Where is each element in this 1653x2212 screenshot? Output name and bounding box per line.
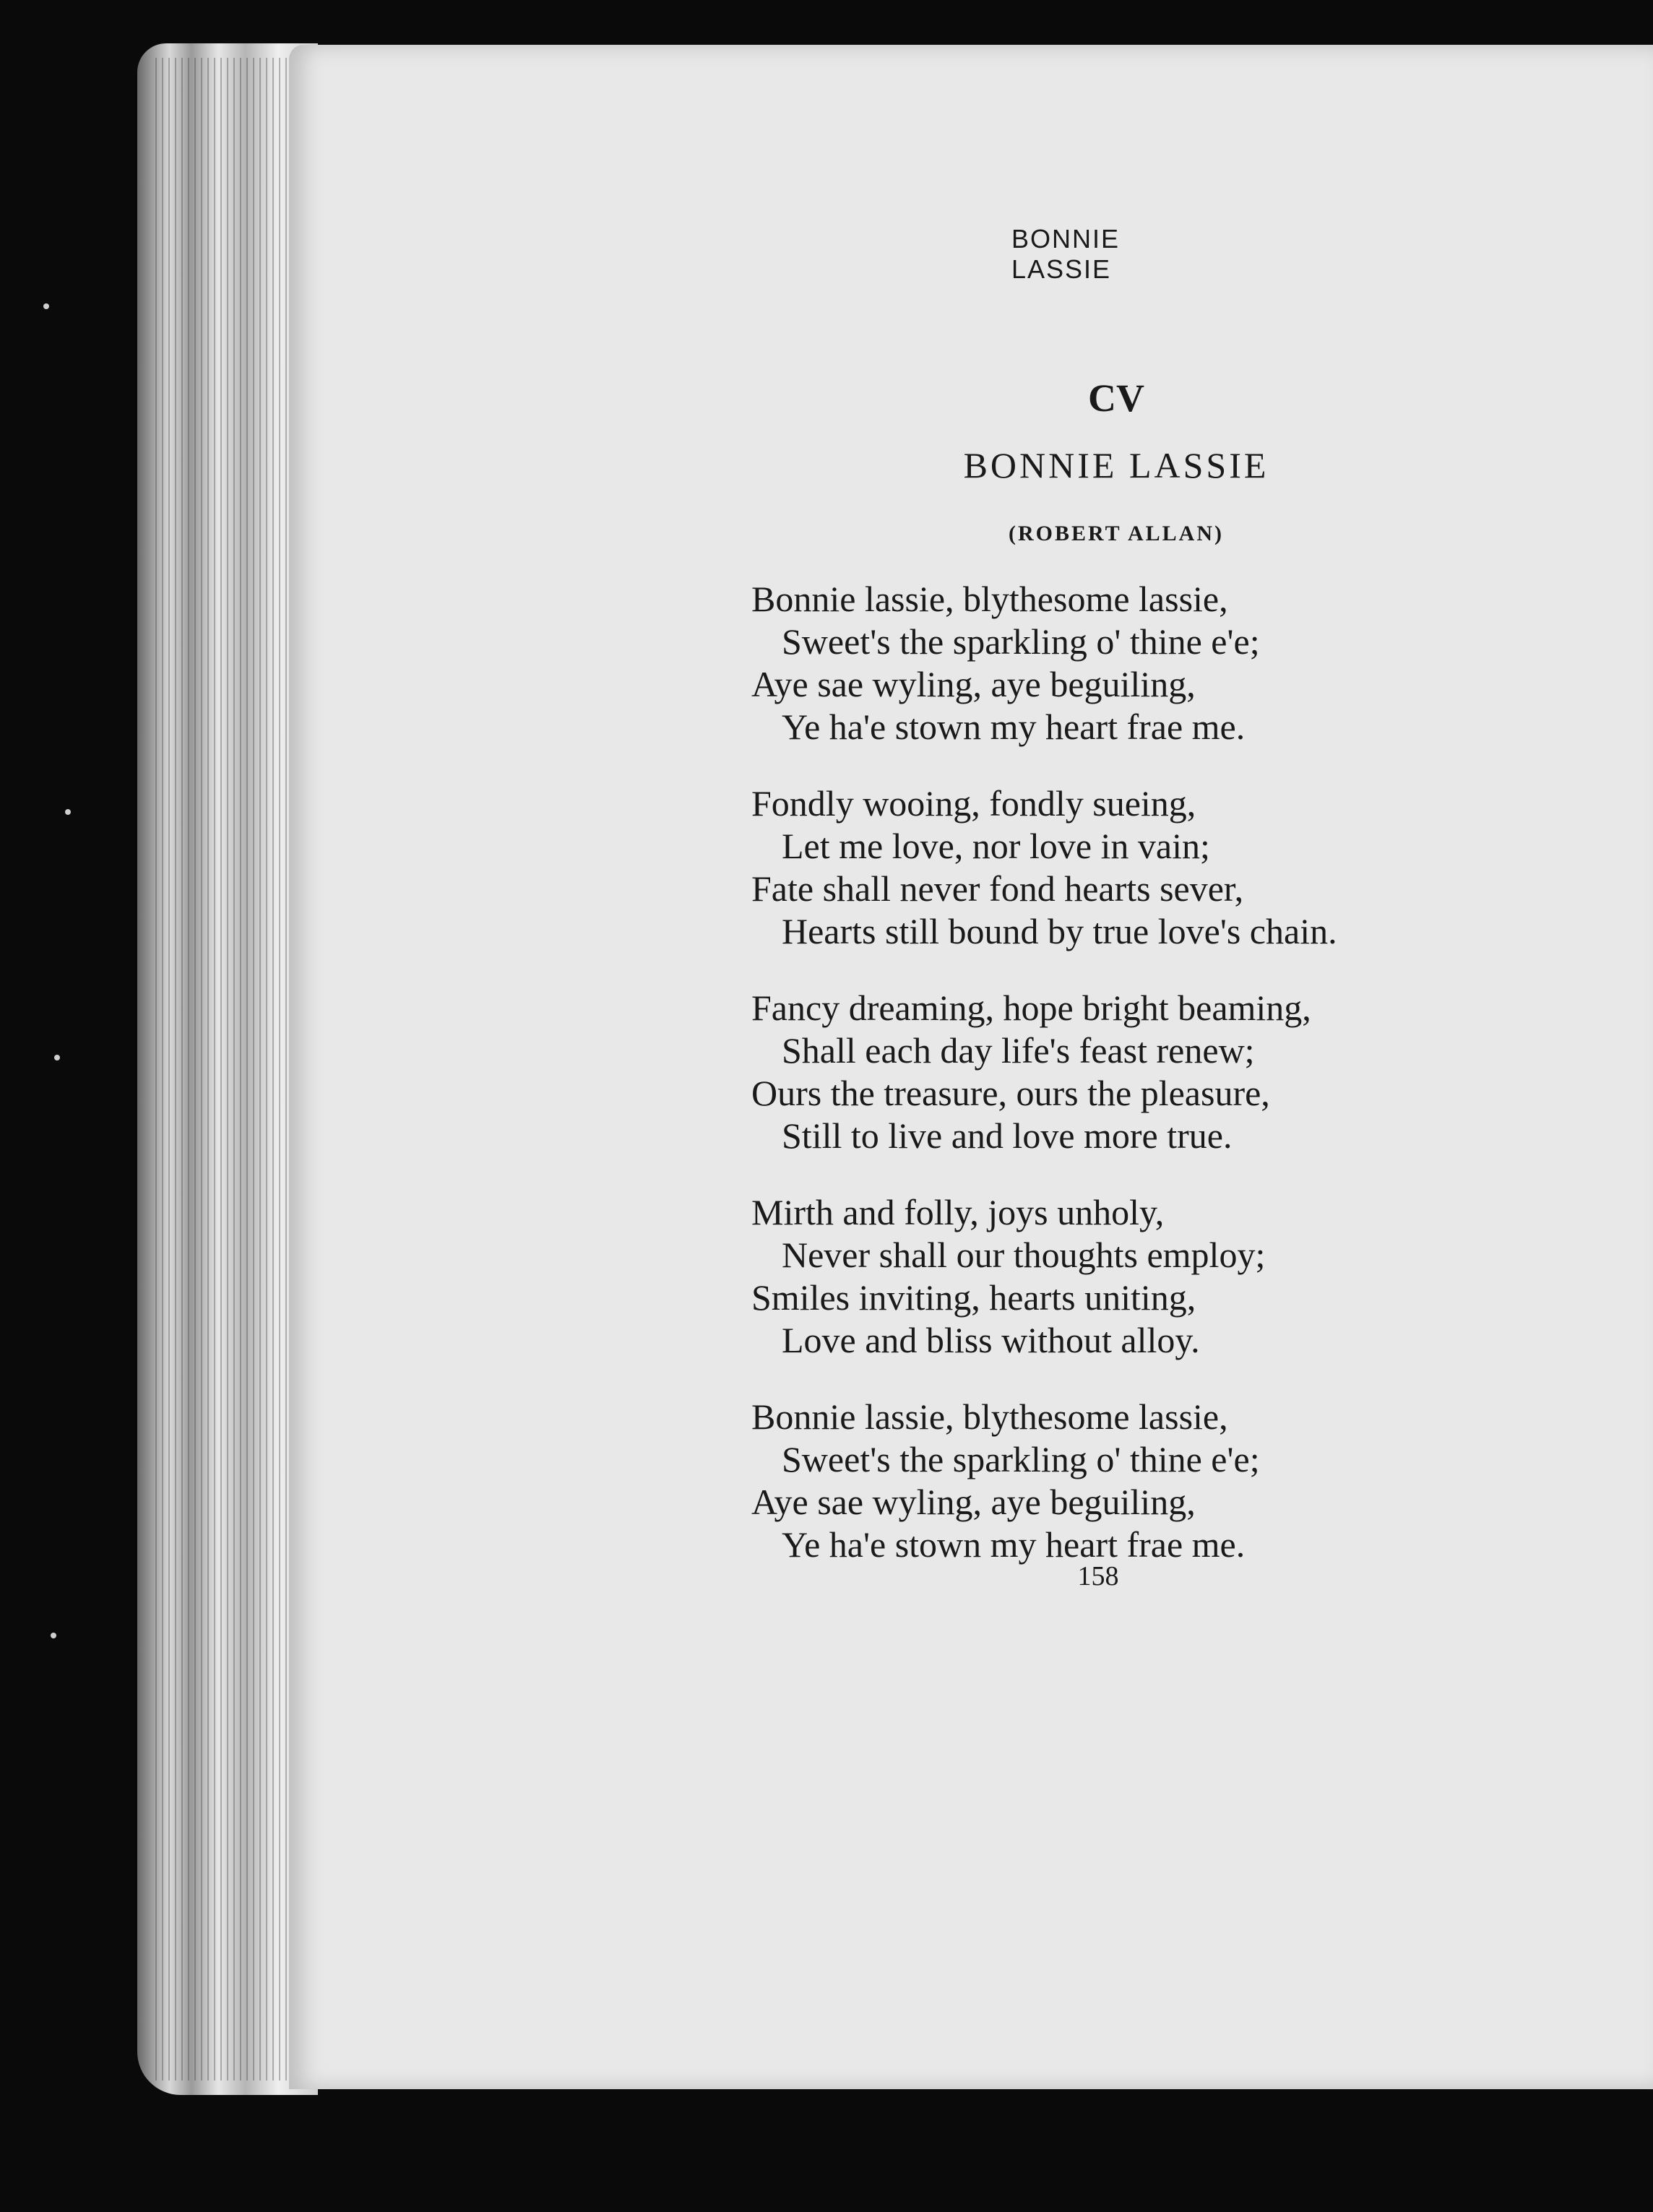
poem-line: Ours the treasure, ours the pleasure,	[751, 1073, 1270, 1113]
poem-line: Bonnie lassie, blythesome lassie,	[751, 1396, 1228, 1437]
poem-line: Fondly wooing, fondly sueing,	[751, 783, 1196, 824]
running-head: BONNIE LASSIE	[1011, 224, 1121, 284]
poem-line: Hearts still bound by true love's chain.	[782, 911, 1337, 951]
poem-line: Fate shall never fond hearts sever,	[751, 868, 1244, 909]
film-speck	[43, 303, 49, 309]
poem-line: Ye ha'e stown my heart frae me.	[782, 707, 1246, 747]
poem-line: Sweet's the sparkling o' thine e'e;	[782, 621, 1260, 662]
stanza	[751, 1191, 1546, 1362]
poem-title: BONNIE LASSIE	[963, 445, 1269, 485]
poem-line: Aye sae wyling, aye beguiling,	[751, 1482, 1196, 1522]
stanza	[751, 1396, 1546, 1566]
poem-line: Love and bliss without alloy.	[782, 1320, 1200, 1360]
poem-line: Smiles inviting, hearts uniting,	[751, 1277, 1196, 1318]
film-speck	[65, 809, 71, 815]
chapter-number: CV	[1088, 376, 1144, 420]
poem-line: Aye sae wyling, aye beguiling,	[751, 664, 1196, 704]
poem-author: (ROBERT ALLAN)	[1009, 522, 1224, 545]
poem-line: Never shall our thoughts employ;	[782, 1235, 1266, 1275]
stanza	[751, 987, 1546, 1157]
film-speck	[51, 1633, 56, 1638]
stanza	[751, 782, 1546, 953]
page-number: 158	[1077, 1561, 1119, 1591]
poem-body	[751, 578, 1546, 1600]
poem-line: Shall each day life's feast renew;	[782, 1030, 1255, 1071]
poem-line: Mirth and folly, joys unholy,	[751, 1192, 1165, 1232]
poem-line: Ye ha'e stown my heart frae me.	[782, 1524, 1246, 1565]
stanza	[751, 578, 1546, 748]
poem-line: Sweet's the sparkling o' thine e'e;	[782, 1439, 1260, 1479]
page-edges	[155, 58, 300, 2081]
poem-line: Bonnie lassie, blythesome lassie,	[751, 579, 1228, 619]
film-speck	[54, 1055, 60, 1060]
poem-line: Fancy dreaming, hope bright beaming,	[751, 988, 1311, 1028]
poem-line: Let me love, nor love in vain;	[782, 826, 1210, 866]
poem-line: Still to live and love more true.	[782, 1115, 1233, 1156]
